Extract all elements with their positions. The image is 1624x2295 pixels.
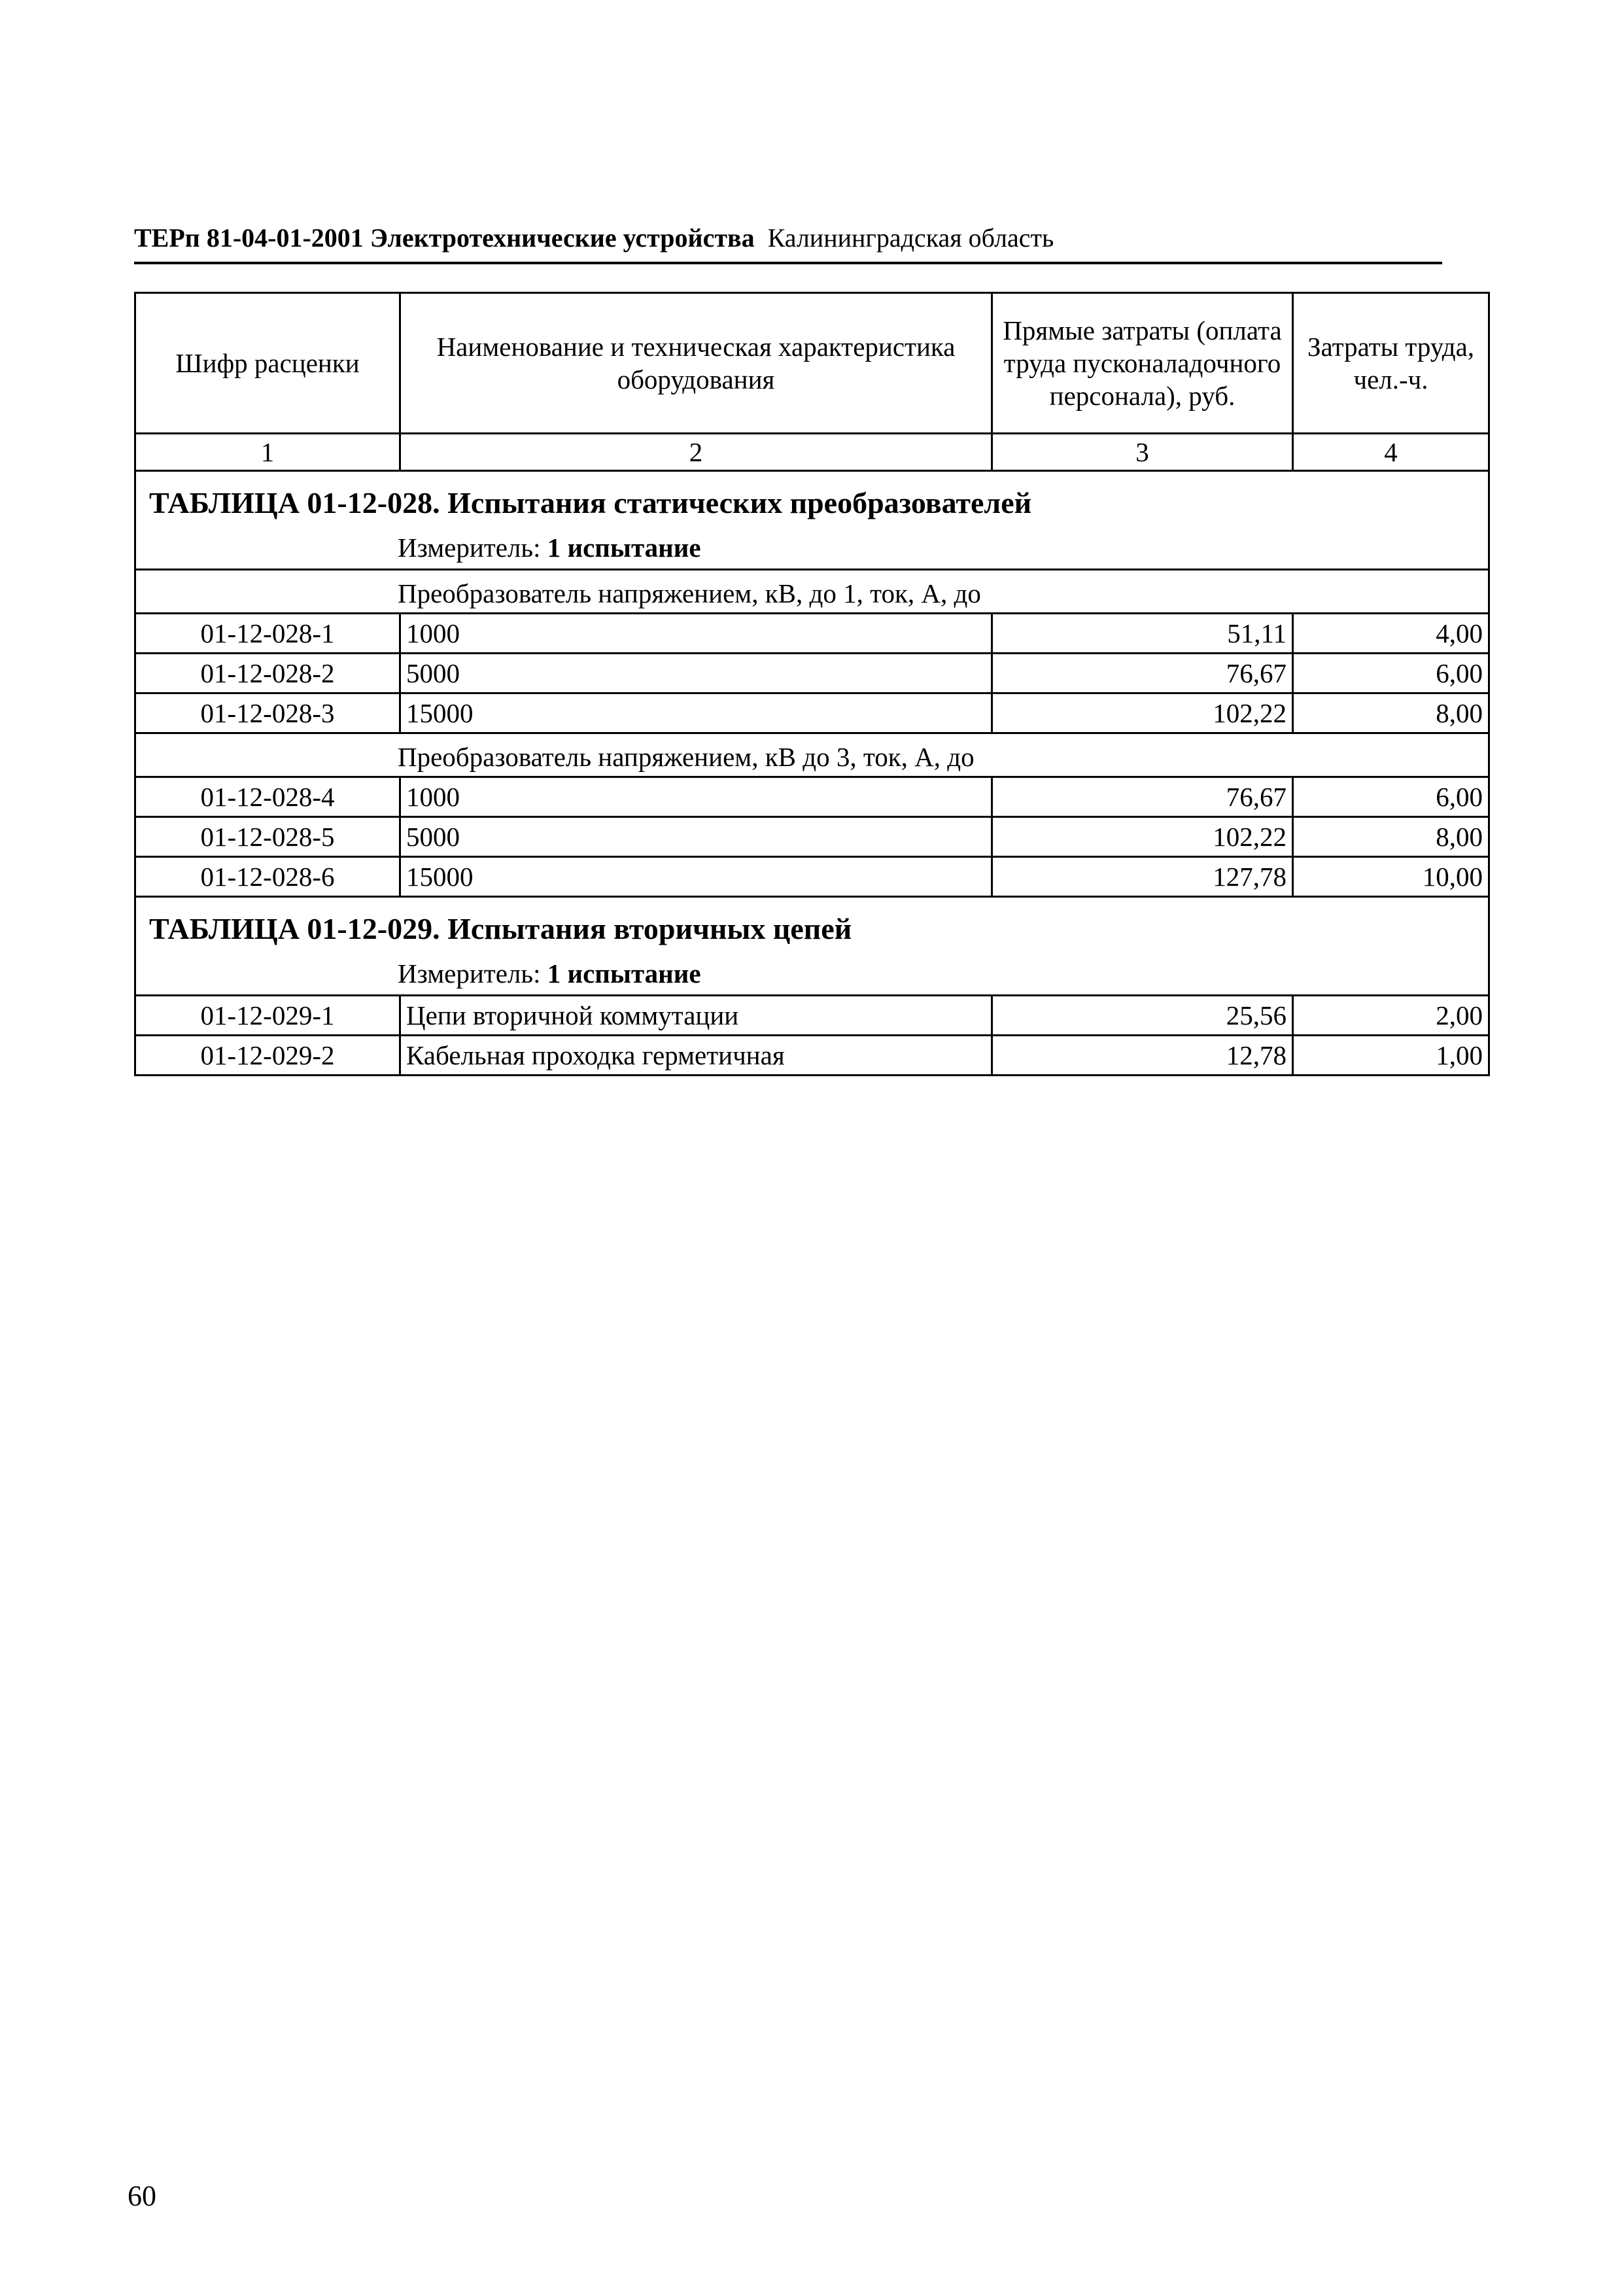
- rate-code: 01-12-028-5: [135, 817, 400, 857]
- rate-code: 01-12-028-6: [135, 857, 400, 897]
- table-row: [135, 817, 1489, 857]
- measure-unit: [136, 523, 1488, 569]
- table-row: [135, 614, 1489, 654]
- column-header-name: Наименование и техническая характеристика оборудования: [400, 293, 992, 434]
- direct-cost: 25,56: [992, 996, 1293, 1036]
- measure-unit: [136, 949, 1488, 994]
- labor-cost: 8,00: [1293, 817, 1489, 857]
- item-name: 15000: [400, 857, 992, 897]
- table-row: [135, 996, 1489, 1036]
- table-title-row: [135, 897, 1489, 996]
- table-row: [135, 857, 1489, 897]
- labor-cost: 6,00: [1293, 777, 1489, 817]
- direct-cost: 76,67: [992, 654, 1293, 693]
- column-header-row: [135, 293, 1489, 434]
- document-title: Электротехнические устройства: [370, 223, 755, 253]
- direct-cost: 51,11: [992, 614, 1293, 654]
- rate-code: 01-12-028-4: [135, 777, 400, 817]
- column-header-direct-costs: Прямые затраты (оплата труда пусконаладочного персонала), руб.: [992, 293, 1293, 434]
- table-row: [135, 777, 1489, 817]
- labor-cost: 1,00: [1293, 1036, 1489, 1076]
- table-title: ТАБЛИЦА 01-12-028. Испытания статических преобразователей: [149, 486, 1032, 519]
- measure-label: Измеритель:: [398, 958, 541, 989]
- rate-code: 01-12-029-2: [135, 1036, 400, 1076]
- rates-table: [134, 292, 1490, 1076]
- region-name: Калининградская область: [767, 223, 1054, 253]
- direct-cost: 127,78: [992, 857, 1293, 897]
- labor-cost: 8,00: [1293, 693, 1489, 733]
- item-name: 15000: [400, 693, 992, 733]
- direct-cost: 76,67: [992, 777, 1293, 817]
- table-title: ТАБЛИЦА 01-12-029. Испытания вторичных цепей: [149, 912, 852, 945]
- item-name: 1000: [400, 777, 992, 817]
- table-row: [135, 1036, 1489, 1076]
- table-title-row: [135, 471, 1489, 570]
- column-number: 1: [135, 434, 400, 471]
- group-heading-row: [135, 733, 1489, 777]
- item-name: Кабельная проходка герметичная: [400, 1036, 992, 1076]
- column-number-row: [135, 434, 1489, 471]
- table-row: [135, 693, 1489, 733]
- column-number: 2: [400, 434, 992, 471]
- group-heading-row: [135, 570, 1489, 614]
- measure-value: 1 испытание: [547, 958, 701, 989]
- column-number: 4: [1293, 434, 1489, 471]
- item-name: Цепи вторичной коммутации: [400, 996, 992, 1036]
- measure-value: 1 испытание: [547, 533, 701, 563]
- labor-cost: 4,00: [1293, 614, 1489, 654]
- column-header-labor: Затраты труда, чел.-ч.: [1293, 293, 1489, 434]
- rate-code: 01-12-028-1: [135, 614, 400, 654]
- item-name: 5000: [400, 654, 992, 693]
- labor-cost: 10,00: [1293, 857, 1489, 897]
- page-number: 60: [128, 2180, 156, 2212]
- column-number: 3: [992, 434, 1293, 471]
- labor-cost: 6,00: [1293, 654, 1489, 693]
- direct-cost: 12,78: [992, 1036, 1293, 1076]
- rate-code: 01-12-029-1: [135, 996, 400, 1036]
- table-row: [135, 654, 1489, 693]
- measure-label: Измеритель:: [398, 533, 541, 563]
- direct-cost: 102,22: [992, 817, 1293, 857]
- group-heading: Преобразователь напряжением, кВ до 3, ток, А, до: [398, 742, 975, 772]
- rate-code: 01-12-028-2: [135, 654, 400, 693]
- rate-code: 01-12-028-3: [135, 693, 400, 733]
- item-name: 1000: [400, 614, 992, 654]
- direct-cost: 102,22: [992, 693, 1293, 733]
- document-code: ТЕРп 81-04-01-2001: [134, 223, 364, 253]
- group-heading: Преобразователь напряжением, кВ, до 1, ток, А, до: [398, 578, 981, 608]
- item-name: 5000: [400, 817, 992, 857]
- column-header-code: Шифр расценки: [135, 293, 400, 434]
- running-header: [134, 221, 1442, 264]
- labor-cost: 2,00: [1293, 996, 1489, 1036]
